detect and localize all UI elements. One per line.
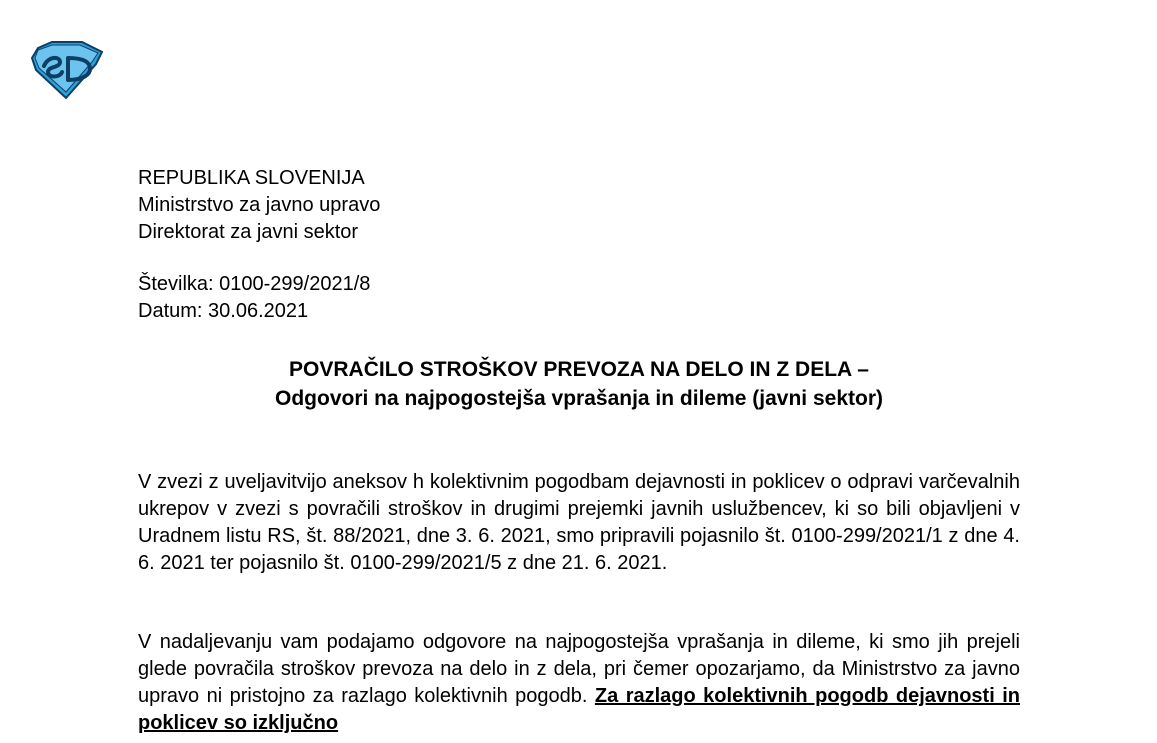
body-paragraph-1: V zvezi z uveljavitvijo aneksov h kolektivnim pogodbam dejavnosti in poklicev o odpravi varčevalnih ukrepov v zvezi s povračili stroškov in drugimi prejemki javnih uslužbencev, ki so bili objavljeni v Uradnem listu RS, št. 88/2021, dne 3. 6. 2021, smo pripravili pojasnilo št. 0100-299/2021/1 z dne 4. 6. 2021 ter pojasnilo št. 0100-299/2021/5 z dne 21. 6. 2021. <box>138 471 1020 574</box>
document-meta <box>138 271 370 325</box>
ministry-logo <box>30 40 104 100</box>
paragraph-2-text: V nadaljevanju vam podajamo odgovore na najpogostejša vprašanja in dileme, ki smo jih prejeli glede povračila stroškov prevoza na delo in z dela, pri čemer opozarjamo, da Ministrstvo za javno upravo ni pristojno za razlago kolektivnih pogodb. <box>138 631 1020 707</box>
issuer-country: REPUBLIKA SLOVENIJA <box>138 167 365 189</box>
paragraph-2-emphasis: Za razlago kolektivnih pogodb dejavnosti in poklicev so izključno <box>138 685 1021 734</box>
issuer-directorate: Direktorat za javni sektor <box>138 221 359 243</box>
body-paragraph-2 <box>138 629 1020 737</box>
title-line-2: Odgovori na najpogostejša vprašanja in dileme (javni sektor) <box>275 387 883 410</box>
document-title <box>138 355 1020 413</box>
issuer-ministry: Ministrstvo za javno upravo <box>138 194 381 216</box>
title-line-1: POVRAČILO STROŠKOV PREVOZA NA DELO IN Z DELA – <box>289 358 869 381</box>
document-number: Številka: 0100-299/2021/8 <box>138 273 371 295</box>
document-date: Datum: 30.06.2021 <box>138 300 309 322</box>
issuer-block <box>138 165 380 246</box>
